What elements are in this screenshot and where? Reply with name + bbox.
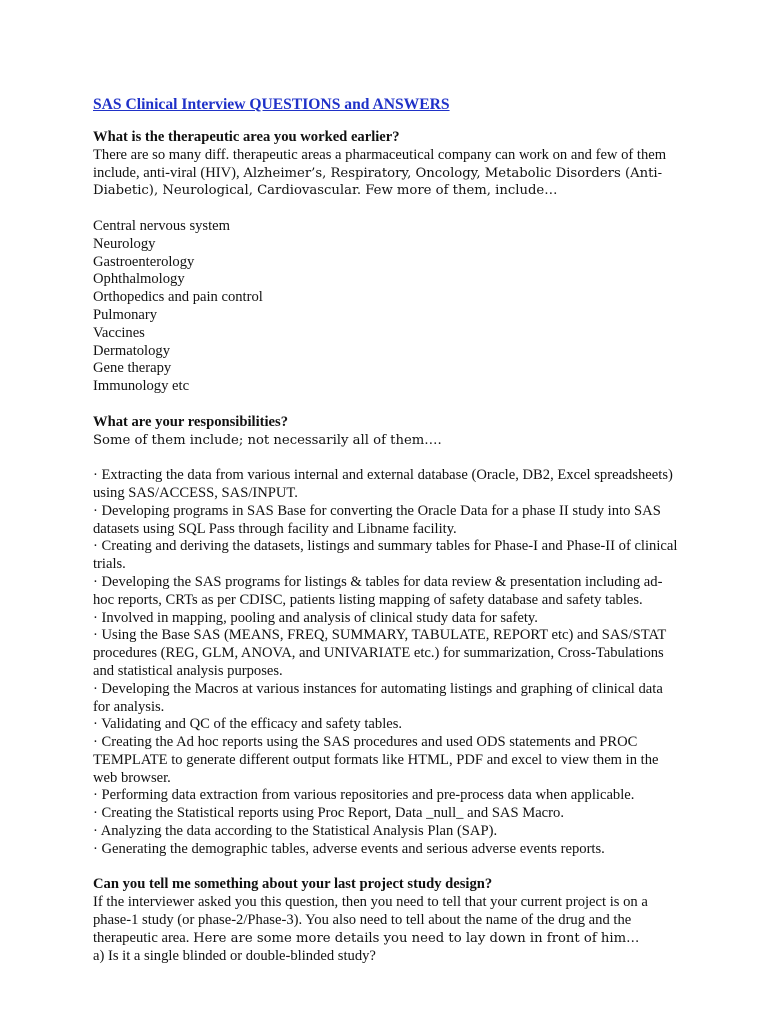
- responsibilities-list: [93, 467, 678, 859]
- answer-therapeutic-area: [93, 147, 678, 200]
- list-item: · Developing the SAS programs for listings & tables for data review & presentation including ad-hoc reports, CRTs as per CDISC, patients listing mapping of safety database and safety tables.: [93, 573, 663, 608]
- list-item: · Validating and QC of the efficacy and safety tables.: [93, 716, 403, 733]
- list-item: · Developing programs in SAS Base for converting the Oracle Data for a phase II study into SAS datasets using SQL Pass through facility and Libname facility.: [93, 502, 661, 537]
- spacer: [93, 859, 678, 877]
- list-item: · Creating the Statistical reports using Proc Report, Data _null_ and SAS Macro.: [93, 805, 564, 822]
- question-study-design: Can you tell me something about your last project study design?: [93, 876, 493, 893]
- list-item: · Generating the demographic tables, adverse events and serious adverse events reports.: [93, 840, 605, 857]
- list-item: · Analyzing the data according to the Statistical Analysis Plan (SAP).: [93, 823, 498, 840]
- document-body: [93, 95, 678, 965]
- answer-text: There are so many diff. therapeutic areas a pharmaceutical company can work on and few of them include, anti-viral (HIV),: [93, 146, 667, 181]
- list-item: Dermatology: [93, 342, 171, 359]
- spacer: [93, 449, 678, 467]
- list-item: · Creating the Ad hoc reports using the SAS procedures and used ODS statements and PROC TEMPLATE to generate different output formats like HTML, PDF and excel to view them in the web browser.: [93, 734, 659, 786]
- list-item: Ophthalmology: [93, 271, 185, 288]
- list-item: Gastroenterology: [93, 253, 195, 270]
- list-item: · Using the Base SAS (MEANS, FREQ, SUMMARY, TABULATE, REPORT etc) and SAS/STAT procedures (REG, GLM, ANOVA, and UNIVARIATE etc.) for summarization, Cross-Tabulations and statistical analysis purposes.: [93, 627, 667, 679]
- answer-text: If the interviewer asked you this question, then you need to tell that your current project is on a phase-1 study (or phase-2/Phase-3). You also need to tell about the name of the drug and the therapeutic area.: [93, 894, 648, 946]
- question-responsibilities: What are your responsibilities?: [93, 413, 289, 430]
- answer-text-alt: Alzheimer’s, Respiratory, Oncology, Metabolic Disorders (Anti-Diabetic), Neurological, Cardiovascular. Few more of them, include…: [93, 165, 663, 199]
- list-item: · Performing data extraction from various repositories and pre-process data when applicable.: [93, 787, 635, 804]
- responsibilities-intro: Some of them include; not necessarily all of them….: [93, 432, 442, 448]
- list-item: Vaccines: [93, 324, 145, 341]
- spacer: [93, 200, 678, 218]
- study-design-point-a: a) Is it a single blinded or double-blinded study?: [93, 947, 376, 964]
- document-title-link[interactable]: SAS Clinical Interview QUESTIONS and ANSWERS: [93, 96, 450, 113]
- list-item: Neurology: [93, 235, 156, 252]
- answer-text-alt: Here are some more details you need to lay down in front of him…: [193, 930, 640, 946]
- list-item: Pulmonary: [93, 306, 158, 323]
- answer-study-design: [93, 894, 678, 947]
- list-item: · Creating and deriving the datasets, listings and summary tables for Phase-I and Phase-II of clinical trials.: [93, 538, 678, 573]
- spacer: [93, 396, 678, 414]
- list-item: Orthopedics and pain control: [93, 289, 263, 306]
- list-item: · Involved in mapping, pooling and analysis of clinical study data for safety.: [93, 609, 538, 626]
- list-item: · Developing the Macros at various instances for automating listings and graphing of clinical data for analysis.: [93, 680, 663, 715]
- list-item: Central nervous system: [93, 217, 230, 234]
- list-item: · Extracting the data from various internal and external database (Oracle, DB2, Excel spreadsheets) using SAS/ACCESS, SAS/INPUT.: [93, 467, 673, 501]
- spacer: [93, 115, 678, 129]
- list-item: Immunology etc: [93, 378, 190, 395]
- list-item: Gene therapy: [93, 360, 172, 377]
- therapeutic-area-list: [93, 218, 678, 396]
- question-therapeutic-area: What is the therapeutic area you worked earlier?: [93, 129, 400, 145]
